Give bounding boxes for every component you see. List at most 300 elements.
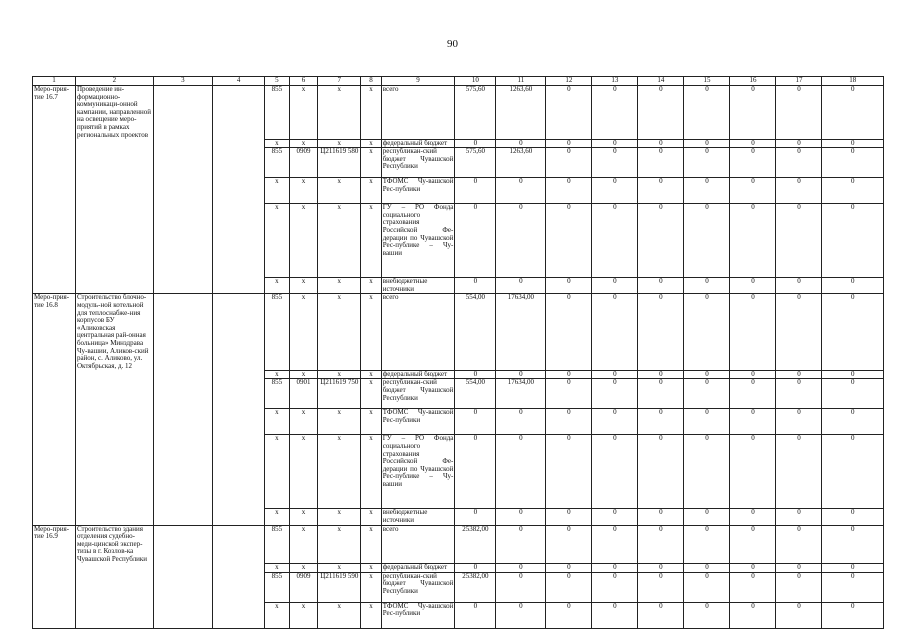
amount-cell: 0 [776, 148, 822, 178]
description-cell [75, 435, 153, 509]
column-header: 4 [213, 77, 265, 86]
target-code-cell: x [318, 294, 361, 370]
description-cell [75, 602, 153, 628]
amount-cell: 0 [592, 294, 638, 370]
description-cell [75, 148, 153, 178]
empty-cell [153, 409, 212, 435]
amount-cell: 0 [730, 370, 776, 379]
header-row [33, 77, 884, 86]
table-row [33, 564, 884, 573]
table-row [33, 178, 884, 204]
empty-cell [213, 564, 265, 573]
amount-cell: 0 [592, 435, 638, 509]
amount-cell: 0 [455, 204, 496, 278]
section-code-cell: x [289, 525, 318, 563]
amount-cell: 0 [822, 435, 884, 509]
amount-cell: 17634,00 [496, 294, 546, 370]
empty-cell [153, 148, 212, 178]
table-row [33, 139, 884, 148]
amount-cell: 0 [776, 435, 822, 509]
amount-cell: 0 [592, 370, 638, 379]
amount-cell: 0 [776, 379, 822, 409]
expense-type-cell: x [361, 572, 381, 602]
amount-cell: 0 [776, 294, 822, 370]
amount-cell: 0 [776, 509, 822, 525]
amount-cell: 0 [730, 509, 776, 525]
section-code-cell: x [289, 370, 318, 379]
column-header: 11 [496, 77, 546, 86]
amount-cell: 0 [638, 148, 684, 178]
amount-cell: 0 [638, 525, 684, 563]
amount-cell: 0 [592, 409, 638, 435]
section-code-cell: x [289, 139, 318, 148]
table-row [33, 509, 884, 525]
target-code-cell: x [318, 204, 361, 278]
description-cell [75, 409, 153, 435]
expense-type-cell: x [361, 564, 381, 573]
section-code-cell: x [289, 435, 318, 509]
description-cell [75, 204, 153, 278]
amount-cell: 0 [638, 602, 684, 628]
amount-cell: 0 [546, 409, 592, 435]
grbs-code-cell: x [265, 139, 290, 148]
amount-cell: 0 [822, 409, 884, 435]
budget-table [32, 76, 884, 629]
target-code-cell: x [318, 86, 361, 140]
amount-cell: 0 [684, 564, 730, 573]
expense-type-cell: x [361, 148, 381, 178]
empty-cell [213, 139, 265, 148]
grbs-code-cell: x [265, 564, 290, 573]
empty-cell [153, 564, 212, 573]
amount-cell: 0 [730, 572, 776, 602]
description-cell [75, 370, 153, 379]
amount-cell: 575,60 [455, 148, 496, 178]
amount-cell: 0 [546, 602, 592, 628]
column-header: 13 [592, 77, 638, 86]
amount-cell: 0 [684, 435, 730, 509]
amount-cell: 1263,60 [496, 86, 546, 140]
amount-cell: 0 [822, 86, 884, 140]
empty-cell [213, 435, 265, 509]
amount-cell: 0 [822, 525, 884, 563]
empty-cell [213, 572, 265, 602]
amount-cell: 0 [546, 564, 592, 573]
amount-cell: 0 [776, 409, 822, 435]
empty-cell [153, 86, 212, 140]
expense-type-cell: x [361, 278, 381, 294]
amount-cell: 0 [546, 86, 592, 140]
amount-cell: 0 [592, 278, 638, 294]
empty-cell [153, 602, 212, 628]
empty-cell [213, 86, 265, 140]
empty-cell [153, 379, 212, 409]
column-header: 12 [546, 77, 592, 86]
target-code-cell: x [318, 278, 361, 294]
section-code-cell: 0909 [289, 572, 318, 602]
amount-cell: 0 [546, 370, 592, 379]
column-header: 9 [381, 77, 455, 86]
column-header: 16 [730, 77, 776, 86]
measure-cell: Меро-прия-тие 16.7 [33, 86, 76, 140]
empty-cell [153, 178, 212, 204]
column-header: 1 [33, 77, 76, 86]
amount-cell: 0 [592, 139, 638, 148]
measure-cell [33, 602, 76, 628]
section-code-cell: 0909 [289, 148, 318, 178]
section-code-cell: x [289, 564, 318, 573]
measure-cell [33, 509, 76, 525]
empty-cell [153, 139, 212, 148]
amount-cell: 0 [496, 602, 546, 628]
amount-cell: 0 [776, 525, 822, 563]
column-header: 8 [361, 77, 381, 86]
amount-cell: 0 [822, 509, 884, 525]
funding-source-cell: ГУ – РО Фонда социального страхования Российской Фе-дерации по Чувашской Рес-публике – Чу-вашии [381, 204, 455, 278]
amount-cell: 0 [684, 139, 730, 148]
amount-cell: 0 [496, 572, 546, 602]
grbs-code-cell: x [265, 435, 290, 509]
amount-cell: 0 [546, 148, 592, 178]
grbs-code-cell: 855 [265, 86, 290, 140]
amount-cell: 0 [684, 278, 730, 294]
amount-cell: 25382,00 [455, 525, 496, 563]
amount-cell: 0 [638, 564, 684, 573]
amount-cell: 0 [592, 178, 638, 204]
empty-cell [213, 509, 265, 525]
funding-source-cell: ТФОМС Чу-вашской Рес-публики [381, 602, 455, 628]
expense-type-cell: x [361, 602, 381, 628]
empty-cell [213, 204, 265, 278]
amount-cell: 0 [496, 564, 546, 573]
amount-cell: 0 [730, 204, 776, 278]
measure-cell [33, 564, 76, 573]
amount-cell: 0 [776, 178, 822, 204]
amount-cell: 0 [638, 178, 684, 204]
amount-cell: 0 [592, 572, 638, 602]
amount-cell: 0 [822, 572, 884, 602]
measure-cell [33, 278, 76, 294]
measure-cell: Меро-прия-тие 16.8 [33, 294, 76, 370]
table-row [33, 602, 884, 628]
grbs-code-cell: x [265, 178, 290, 204]
funding-source-cell: всего [381, 86, 455, 140]
amount-cell: 0 [684, 525, 730, 563]
empty-cell [153, 370, 212, 379]
target-code-cell: x [318, 370, 361, 379]
amount-cell: 0 [496, 435, 546, 509]
description-cell [75, 278, 153, 294]
funding-source-cell: внебюджетные источники [381, 278, 455, 294]
target-code-cell: x [318, 564, 361, 573]
table-row [33, 525, 884, 563]
expense-type-cell: x [361, 379, 381, 409]
amount-cell: 0 [684, 178, 730, 204]
table-row [33, 572, 884, 602]
description-cell [75, 379, 153, 409]
amount-cell: 0 [822, 178, 884, 204]
grbs-code-cell: x [265, 204, 290, 278]
expense-type-cell: x [361, 139, 381, 148]
empty-cell [153, 572, 212, 602]
amount-cell: 0 [684, 148, 730, 178]
column-header: 18 [822, 77, 884, 86]
target-code-cell: x [318, 139, 361, 148]
expense-type-cell: x [361, 435, 381, 509]
amount-cell: 0 [546, 572, 592, 602]
amount-cell: 0 [455, 435, 496, 509]
amount-cell: 17634,00 [496, 379, 546, 409]
amount-cell: 0 [496, 278, 546, 294]
section-code-cell: x [289, 409, 318, 435]
table-row [33, 370, 884, 379]
amount-cell: 0 [730, 148, 776, 178]
description-cell [75, 178, 153, 204]
amount-cell: 0 [546, 509, 592, 525]
amount-cell: 0 [496, 370, 546, 379]
amount-cell: 25382,00 [455, 572, 496, 602]
funding-source-cell: внебюджетные источники [381, 509, 455, 525]
amount-cell: 0 [546, 178, 592, 204]
funding-source-cell: федеральный бюджет [381, 564, 455, 573]
expense-type-cell: x [361, 370, 381, 379]
column-header: 14 [638, 77, 684, 86]
measure-cell [33, 572, 76, 602]
target-code-cell: x [318, 435, 361, 509]
target-code-cell: x [318, 509, 361, 525]
grbs-code-cell: x [265, 602, 290, 628]
amount-cell: 0 [684, 572, 730, 602]
amount-cell: 0 [730, 602, 776, 628]
table-row [33, 204, 884, 278]
amount-cell: 0 [730, 564, 776, 573]
grbs-code-cell: 855 [265, 294, 290, 370]
table-row [33, 379, 884, 409]
empty-cell [153, 509, 212, 525]
amount-cell: 0 [592, 148, 638, 178]
amount-cell: 0 [822, 278, 884, 294]
target-code-cell: x [318, 178, 361, 204]
amount-cell: 0 [684, 294, 730, 370]
amount-cell: 0 [546, 294, 592, 370]
empty-cell [213, 278, 265, 294]
measure-cell [33, 370, 76, 379]
amount-cell: 0 [684, 602, 730, 628]
table-row [33, 435, 884, 509]
amount-cell: 0 [822, 602, 884, 628]
amount-cell: 0 [496, 139, 546, 148]
expense-type-cell: x [361, 294, 381, 370]
description-cell [75, 139, 153, 148]
amount-cell: 0 [822, 139, 884, 148]
amount-cell: 1263,60 [496, 148, 546, 178]
amount-cell: 0 [730, 86, 776, 140]
measure-cell [33, 409, 76, 435]
table-row [33, 409, 884, 435]
column-header: 10 [455, 77, 496, 86]
table-row [33, 278, 884, 294]
target-code-cell: x [318, 525, 361, 563]
amount-cell: 0 [455, 178, 496, 204]
amount-cell: 0 [776, 139, 822, 148]
amount-cell: 0 [496, 525, 546, 563]
amount-cell: 554,00 [455, 379, 496, 409]
amount-cell: 0 [776, 572, 822, 602]
measure-cell [33, 204, 76, 278]
amount-cell: 0 [822, 564, 884, 573]
measure-cell [33, 435, 76, 509]
funding-source-cell: всего [381, 525, 455, 563]
empty-cell [153, 278, 212, 294]
grbs-code-cell: x [265, 370, 290, 379]
column-header: 6 [289, 77, 318, 86]
target-code-cell: x [318, 602, 361, 628]
column-header: 3 [153, 77, 212, 86]
expense-type-cell: x [361, 86, 381, 140]
amount-cell: 0 [730, 278, 776, 294]
amount-cell: 0 [638, 204, 684, 278]
grbs-code-cell: x [265, 409, 290, 435]
grbs-code-cell: 855 [265, 572, 290, 602]
target-code-cell: Ц211619 580 [318, 148, 361, 178]
expense-type-cell: x [361, 409, 381, 435]
amount-cell: 0 [684, 204, 730, 278]
amount-cell: 0 [546, 379, 592, 409]
description-cell [75, 509, 153, 525]
section-code-cell: x [289, 86, 318, 140]
amount-cell: 0 [730, 435, 776, 509]
amount-cell: 0 [592, 525, 638, 563]
target-code-cell: x [318, 409, 361, 435]
table-row [33, 86, 884, 140]
expense-type-cell: x [361, 178, 381, 204]
amount-cell: 0 [684, 86, 730, 140]
amount-cell: 0 [455, 139, 496, 148]
expense-type-cell: x [361, 525, 381, 563]
amount-cell: 0 [592, 204, 638, 278]
grbs-code-cell: 855 [265, 148, 290, 178]
section-code-cell: x [289, 178, 318, 204]
amount-cell: 0 [730, 294, 776, 370]
empty-cell [153, 294, 212, 370]
expense-type-cell: x [361, 204, 381, 278]
funding-source-cell: республикан-ский бюджет Чувашской Республики [381, 379, 455, 409]
amount-cell: 0 [592, 602, 638, 628]
amount-cell: 554,00 [455, 294, 496, 370]
funding-source-cell: республикан-ский бюджет Чувашской Республики [381, 572, 455, 602]
amount-cell: 0 [592, 379, 638, 409]
empty-cell [213, 148, 265, 178]
grbs-code-cell: 855 [265, 379, 290, 409]
column-header: 17 [776, 77, 822, 86]
amount-cell: 0 [730, 139, 776, 148]
amount-cell: 0 [546, 204, 592, 278]
amount-cell: 0 [455, 602, 496, 628]
amount-cell: 0 [684, 379, 730, 409]
amount-cell: 0 [638, 435, 684, 509]
measure-cell [33, 379, 76, 409]
amount-cell: 0 [638, 370, 684, 379]
amount-cell: 0 [822, 148, 884, 178]
amount-cell: 0 [730, 525, 776, 563]
amount-cell: 0 [592, 509, 638, 525]
amount-cell: 0 [546, 139, 592, 148]
amount-cell: 0 [776, 370, 822, 379]
funding-source-cell: ТФОМС Чу-вашской Рес-публики [381, 409, 455, 435]
grbs-code-cell: x [265, 509, 290, 525]
amount-cell: 0 [776, 204, 822, 278]
table-row [33, 148, 884, 178]
section-code-cell: x [289, 278, 318, 294]
amount-cell: 0 [592, 86, 638, 140]
empty-cell [213, 294, 265, 370]
page-number: 90 [447, 38, 458, 50]
column-header: 7 [318, 77, 361, 86]
section-code-cell: x [289, 204, 318, 278]
measure-cell [33, 178, 76, 204]
measure-cell [33, 139, 76, 148]
amount-cell: 0 [776, 86, 822, 140]
measure-cell [33, 148, 76, 178]
description-cell: Строительство здания отделения судебно-меди-цинской экспер-тизы в г. Козлов-ка Чувашской Республики [75, 525, 153, 563]
empty-cell [213, 602, 265, 628]
target-code-cell: Ц211619 750 [318, 379, 361, 409]
amount-cell: 0 [638, 509, 684, 525]
column-header: 15 [684, 77, 730, 86]
amount-cell: 0 [546, 525, 592, 563]
measure-cell: Меро-прия-тие 16.9 [33, 525, 76, 563]
amount-cell: 0 [638, 294, 684, 370]
amount-cell: 0 [822, 294, 884, 370]
amount-cell: 0 [822, 204, 884, 278]
funding-source-cell: всего [381, 294, 455, 370]
column-header: 2 [75, 77, 153, 86]
expense-type-cell: x [361, 509, 381, 525]
amount-cell: 0 [730, 409, 776, 435]
amount-cell: 0 [546, 278, 592, 294]
amount-cell: 0 [592, 564, 638, 573]
amount-cell: 0 [776, 564, 822, 573]
amount-cell: 0 [638, 379, 684, 409]
amount-cell: 0 [496, 509, 546, 525]
empty-cell [213, 370, 265, 379]
table-row [33, 294, 884, 370]
amount-cell: 0 [455, 370, 496, 379]
amount-cell: 575,60 [455, 86, 496, 140]
description-cell: Проведение ин-формационно-коммуникаци-онной кампании, направленной на освещение меро-приятий в рамках региональных проектов [75, 86, 153, 140]
amount-cell: 0 [776, 602, 822, 628]
section-code-cell: 0901 [289, 379, 318, 409]
amount-cell: 0 [546, 435, 592, 509]
amount-cell: 0 [822, 379, 884, 409]
amount-cell: 0 [776, 278, 822, 294]
amount-cell: 0 [455, 409, 496, 435]
amount-cell: 0 [822, 370, 884, 379]
amount-cell: 0 [638, 572, 684, 602]
funding-source-cell: ТФОМС Чу-вашской Рес-публики [381, 178, 455, 204]
amount-cell: 0 [684, 370, 730, 379]
grbs-code-cell: 855 [265, 525, 290, 563]
description-cell [75, 572, 153, 602]
section-code-cell: x [289, 294, 318, 370]
amount-cell: 0 [496, 204, 546, 278]
empty-cell [213, 525, 265, 563]
empty-cell [213, 178, 265, 204]
amount-cell: 0 [455, 278, 496, 294]
funding-source-cell: ГУ – РО Фонда социального страхования Российской Фе-дерации по Чувашской Рес-публике – Чу-вашии [381, 435, 455, 509]
funding-source-cell: федеральный бюджет [381, 139, 455, 148]
amount-cell: 0 [638, 86, 684, 140]
